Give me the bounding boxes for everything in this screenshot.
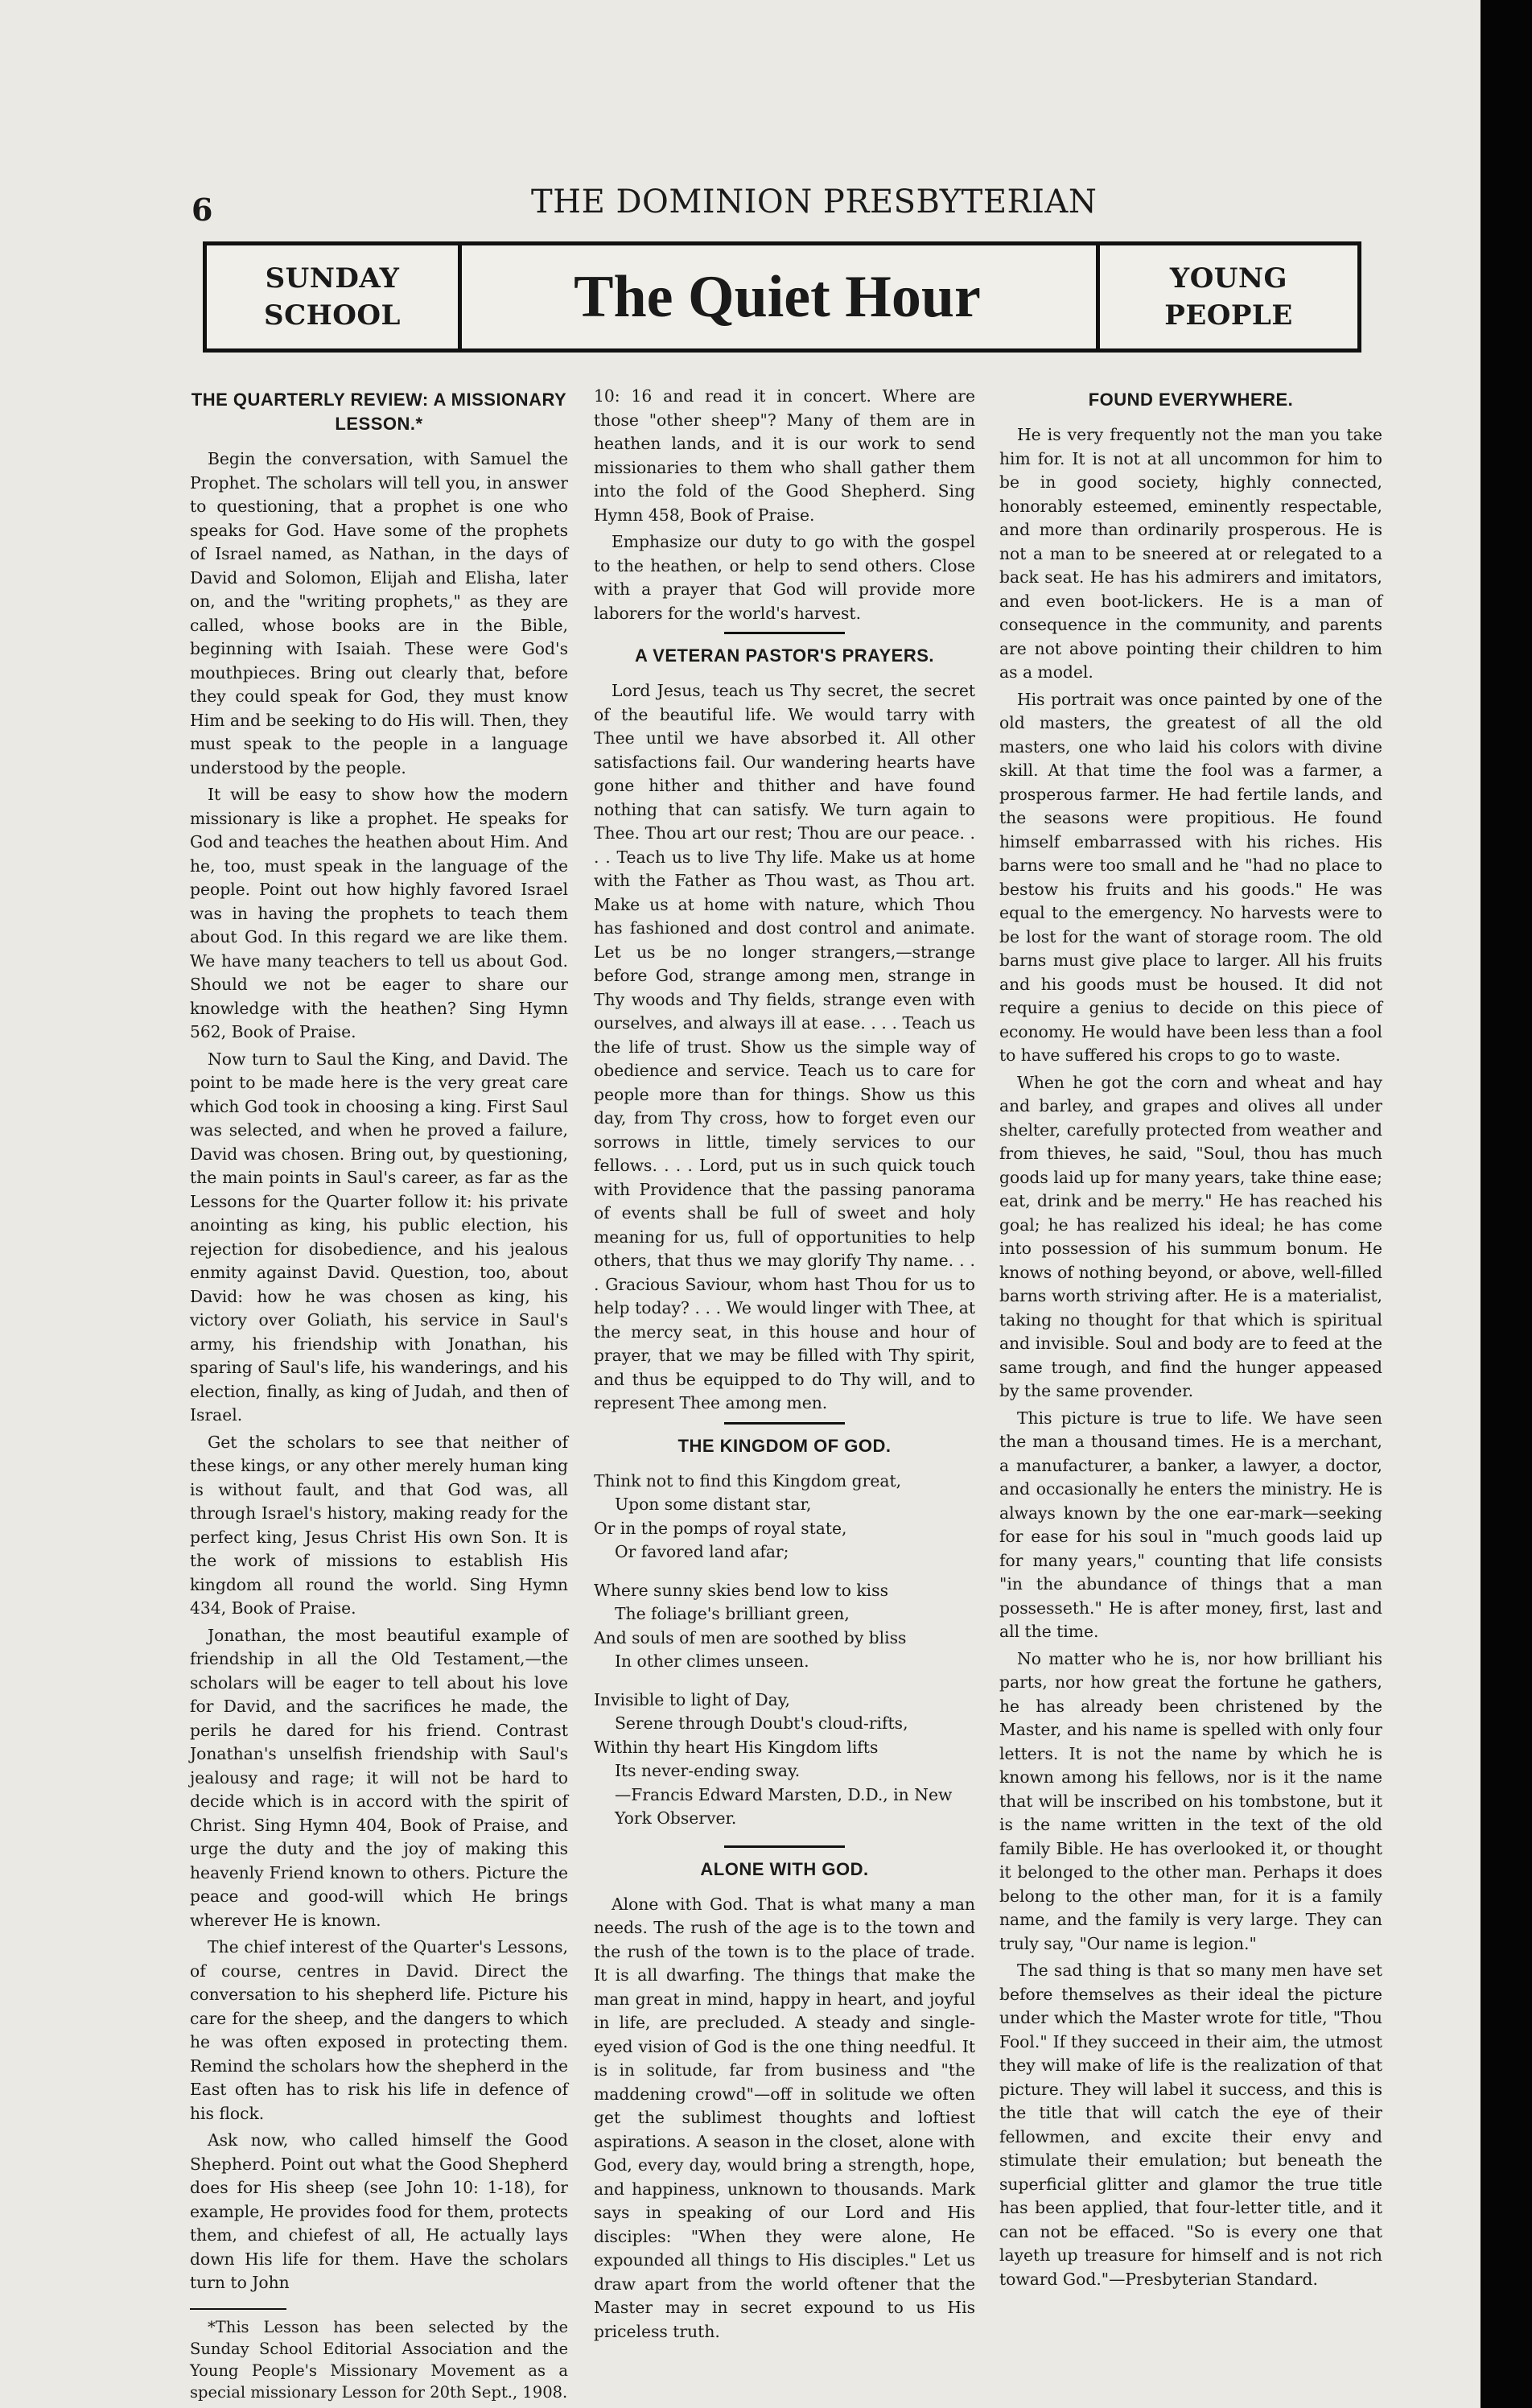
article-title-alone-with-god: ALONE WITH GOD. (700, 1858, 869, 1879)
paragraph: Now turn to Saul the King, and David. The point to be made here is the very great care which God took in choosing a king. First Saul was selected, and when he proved a failure, David was chosen. Bring out, by questioning, the main points in Saul's career, as far as the Lessons for the Quarter follow it: his private anointing as king, his public election, his rejection for disobedience, and his jealous enmity against David. Question, too, about David: how he was chosen as king, his victory over Goliath, his service in Saul's army, his friendship with Jonathan, his sparing of Saul's life, his wanderings, and his election, finally, as king of Judah, and then of Israel. (190, 1049, 568, 1425)
article-title-kingdom-of-god: THE KINGDOM OF GOD. (677, 1435, 892, 1456)
paragraph: The chief interest of the Quarter's Lessons, of course, centres in David. Direct the conversation to his shepherd life. Picture his care for the sheep, and the dangers to which he was often exposed in protecting them. Remind the scholars how the shepherd in the East often has to risk his life in defence of his flock. (190, 1937, 568, 2123)
poem-line: Within thy heart His Kingdom lifts (594, 1737, 879, 1757)
section-rule (724, 1422, 845, 1425)
poem-line: Or favored land afar; (615, 1542, 789, 1561)
article-title-pastors-prayers: A VETERAN PASTOR'S PRAYERS. (634, 645, 935, 666)
footnote (190, 2308, 568, 2403)
section-rule (724, 632, 845, 634)
paragraph: It will be easy to show how the modern missionary is like a prophet. He speaks for God and teaches the heathen about Him. And he, too, must speak in the language of the people. Point out how highly favored Israel was in having the prophets to teach them about God. In this regard we are like them. We have many teachers to tell us about God. Should we not be eager to share our knowledge with the heathen? Sing Hymn 562, Book of Praise. (190, 785, 568, 1041)
poem-stanza (594, 1579, 975, 1674)
banner-left-line-2: SCHOOL (264, 299, 401, 332)
section-rule (724, 1845, 845, 1848)
paragraph: No matter who he is, nor how brilliant his parts, nor how great the fortune he gathers, he has already been christened by the Master, and his name is spelled with only four letters. It is not the name by which he is known among his fellows, nor is it the name that will be inscribed on his tombstone, but it is the name written in the text of the old family Bible. He has overlooked it, or thought it belonged to the other man. Perhaps it does belong to the other man, for it is a family name, and the family is very large. They can truly say, "Our name is legion." (999, 1648, 1382, 1953)
poem-stanza (594, 1470, 975, 1565)
column-2 (594, 385, 975, 2347)
poem-stanza (594, 1688, 975, 1831)
poem-line: In other climes unseen. (615, 1651, 809, 1671)
paragraph: He is very frequently not the man you take him for. It is not at all uncommon for him to be in good society, highly connected, honorably esteemed, eminently respectable, and more than ordinarily prosperous. He is not a man to be sneered at or relegated to a back seat. He has his admirers and imitators, and even boot-lickers. He is a man of consequence in the community, and parents are not above pointing their children to him as a model. (999, 425, 1382, 682)
poem-line: Its never-ending sway. (615, 1761, 801, 1780)
poem-line: Upon some distant star, (615, 1495, 812, 1514)
banner-title: The Quiet Hour (574, 263, 981, 330)
scan-edge (1481, 0, 1532, 2408)
poem-line: Think not to find this Kingdom great, (594, 1470, 902, 1491)
banner-right-line-1: YOUNG (1169, 262, 1288, 295)
poem-line: Invisible to light of Day, (594, 1689, 790, 1709)
banner-left-line-1: SUNDAY (265, 262, 400, 295)
banner-title-box (462, 245, 1093, 348)
section-banner (203, 241, 1361, 353)
paragraph: Get the scholars to see that neither of these kings, or any other merely human king is without fault, and that God was, all through Israel's history, making ready for the perfect king, Jesus Christ His own Son. It is the work of missions to establish His kingdom all round the world. Sing Hymn 434, Book of Praise. (190, 1432, 568, 1618)
paragraph: Begin the conversation, with Samuel the Prophet. The scholars will tell you, in answer to questioning, that a prophet is one who speaks for God. Have some of the prophets of Israel named, as Nathan, in the days of David and Solomon, Elijah and Elisha, later on, and the "writing prophets," as they are called, whose books are in the Bible, beginning with Isaiah. These were God's mouthpieces. Bring out clearly that, before they could speak for God, they must know Him and be seeking to do His will. Then, they must speak to the people in a language understood by the people. (190, 449, 568, 777)
banner-right-line-2: PEOPLE (1164, 299, 1293, 332)
column-1 (190, 385, 568, 2406)
paragraph: The sad thing is that so many men have set before themselves as their ideal the picture under which the Master wrote for title, "Thou Fool." If they succeed in their aim, the utmost they will make of life is the realization of that picture. They will label it success, and this is the title that will catch the eye of their fellowmen, and excite their envy and stimulate their emulation; but beneath the superficial glitter and glamor the true title has been applied, that four-letter title, and it can not be effaced. "So is every one that layeth up treasure for himself and is not rich toward God."—Presbyterian Standard. (999, 1961, 1382, 2289)
banner-right-box (1096, 245, 1357, 348)
page-number: 6 (192, 192, 213, 228)
running-head: THE DOMINION PRESBYTERIAN (531, 183, 1098, 221)
paragraph: Jonathan, the most beautiful example of friendship in all the Old Testament,—the scholars will be eager to tell about his love for David, and the sacrifices he made, the perils he dared for his friend. Contrast Jonathan's unselfish friendship with Saul's jealousy and rage; it will not be hard to decide which is in accord with the spirit of Christ. Sing Hymn 404, Book of Praise, and urge the duty and the joy of making this heavenly Friend known to others. Picture the peace and good-will which He brings wherever He is known. (190, 1625, 568, 1930)
paragraph-continued: 10: 16 and read it in concert. Where are those "other sheep"? Many of them are in heathen lands, and it is our work to send missionaries to them who shall gather them into the fold of the Good Shepherd. Sing Hymn 458, Book of Praise. (594, 386, 975, 525)
paragraph: This picture is true to life. We have seen the man a thousand times. He is a merchant, a manufacturer, a banker, a lawyer, a doctor, and occasionally he enters the ministry. He is always known by the one ear-mark—seeking for ease for his soul in "much goods laid up for many years," counting that life consists "in the abundance of things that a man possesseth." He is after money, first, last and all the time. (999, 1408, 1382, 1641)
article-title-found-everywhere: FOUND EVERYWHERE. (1088, 390, 1294, 410)
poem-attribution: —Francis Edward Marsten, D.D., in New York Observer. (615, 1784, 953, 1828)
paragraph: Ask now, who called himself the Good Shepherd. Point out what the Good Shepherd does for His sheep (see John 10: 1-18), for example, He provides food for them, protects them, and chiefest of all, He actually lays down His life for them. Have the scholars turn to John (190, 2130, 568, 2292)
footnote-text: *This Lesson has been selected by the Sunday School Editorial Association and the Young People's Missionary Movement as a special missionary Lesson for 20th Sept., 1908. (190, 2317, 568, 2402)
paragraph: His portrait was once painted by one of the old masters, the greatest of all the old masters, one who laid his colors with divine skill. At that time the fool was a farmer, a prosperous farmer. He had fertile lands, and the seasons were propitious. He found himself embarrassed with his riches. His barns were too small and he "had no place to bestow his fruits and his goods." He was equal to the emergency. No harvests were to be lost for the want of storage room. The old barns must give place to larger. All his fruits and his goods must be housed. It did not require a genius to decide on this piece of economy. He would have been less than a fool to have suffered his crops to go to waste. (999, 689, 1382, 1065)
paragraph: When he got the corn and wheat and hay and barley, and grapes and olives all under shelter, carefully protected from weather and from thieves, he said, "Soul, thou has much goods laid up for many years, take thine ease; eat, drink and be merry." He has reached his goal; he has realized his ideal; he has come into possession of his summum bonum. He knows of nothing beyond, or above, well-filled barns worth striving after. He is a materialist, taking no thought for that which is spiritual and invisible. Soul and body are to feed at the same trough, and find the hunger appeased by the same provender. (999, 1072, 1382, 1400)
poem-line: Where sunny skies bend low to kiss (594, 1580, 888, 1600)
footnote-rule (190, 2308, 286, 2310)
banner-left-box (207, 245, 462, 348)
poem-line: And souls of men are soothed by bliss (594, 1627, 907, 1647)
paragraph: Emphasize our duty to go with the gospel to the heathen, or help to send others. Close with a prayer that God will provide more laborers for the world's harvest. (594, 532, 975, 623)
poem-line: The foliage's brilliant green, (615, 1604, 850, 1623)
article-title-quarterly-review: THE QUARTERLY REVIEW: A MISSIONARY LESSON.* (191, 390, 567, 434)
poem (594, 1470, 975, 1831)
poem-line: Or in the pomps of royal state, (594, 1518, 847, 1538)
paragraph: Alone with God. That is what many a man needs. The rush of the age is to the town and the rush of the town is to the place of trade. It is all dwarfing. The things that make the man great in mind, happy in heart, and joyful in life, are precluded. A steady and single-eyed vision of God is the one thing needful. It is in solitude, far from business and "the maddening crowd"—off in solitude we often get the sublimest thoughts and loftiest aspirations. A season in the closet, alone with God, every day, would bring a strength, hope, and happiness, unknown to thousands. Mark says in speaking of our Lord and His disciples: "When they were alone, He expounded all things to His disciples." Let us draw apart from the world oftener that the Master may in secret expound to us His priceless truth. (594, 1894, 975, 2341)
column-3 (999, 385, 1382, 2295)
poem-line: Serene through Doubt's cloud-rifts, (615, 1713, 908, 1733)
paragraph: Lord Jesus, teach us Thy secret, the secret of the beautiful life. We would tarry with Thee until we have absorbed it. All other satisfactions fail. Our wandering hearts have gone hither and thither and have found nothing that can satisfy. We turn again to Thee. Thou art our rest; Thou are our peace. . . . Teach us to live Thy life. Make us at home with the Father as Thou wast, as Thou art. Make us at home with nature, which Thou has fashioned and dost control and animate. Let us be no longer strangers,—strange before God, strange among men, strange in Thy woods and Thy fields, strange even with ourselves, and always ill at ease. . . . Teach us the life of trust. Show us the simple way of obedience and service. Teach us to care for people more than for things. Show us this day, from Thy cross, how to forget even our sorrows in little, timely services to our fellows. . . . Lord, put us in such quick touch with Providence that the passing panorama of events shall be full of sweet and holy meaning for us, full of opportunities to help others, that thus we may glorify Thy name. . . . Gracious Saviour, whom hast Thou for us to help today? . . . We would linger with Thee, at the mercy seat, in this house and hour of prayer, that we may be filled with Thy spirit, and thus be equipped to do Thy will, and to represent Thee among men. (594, 681, 975, 1412)
